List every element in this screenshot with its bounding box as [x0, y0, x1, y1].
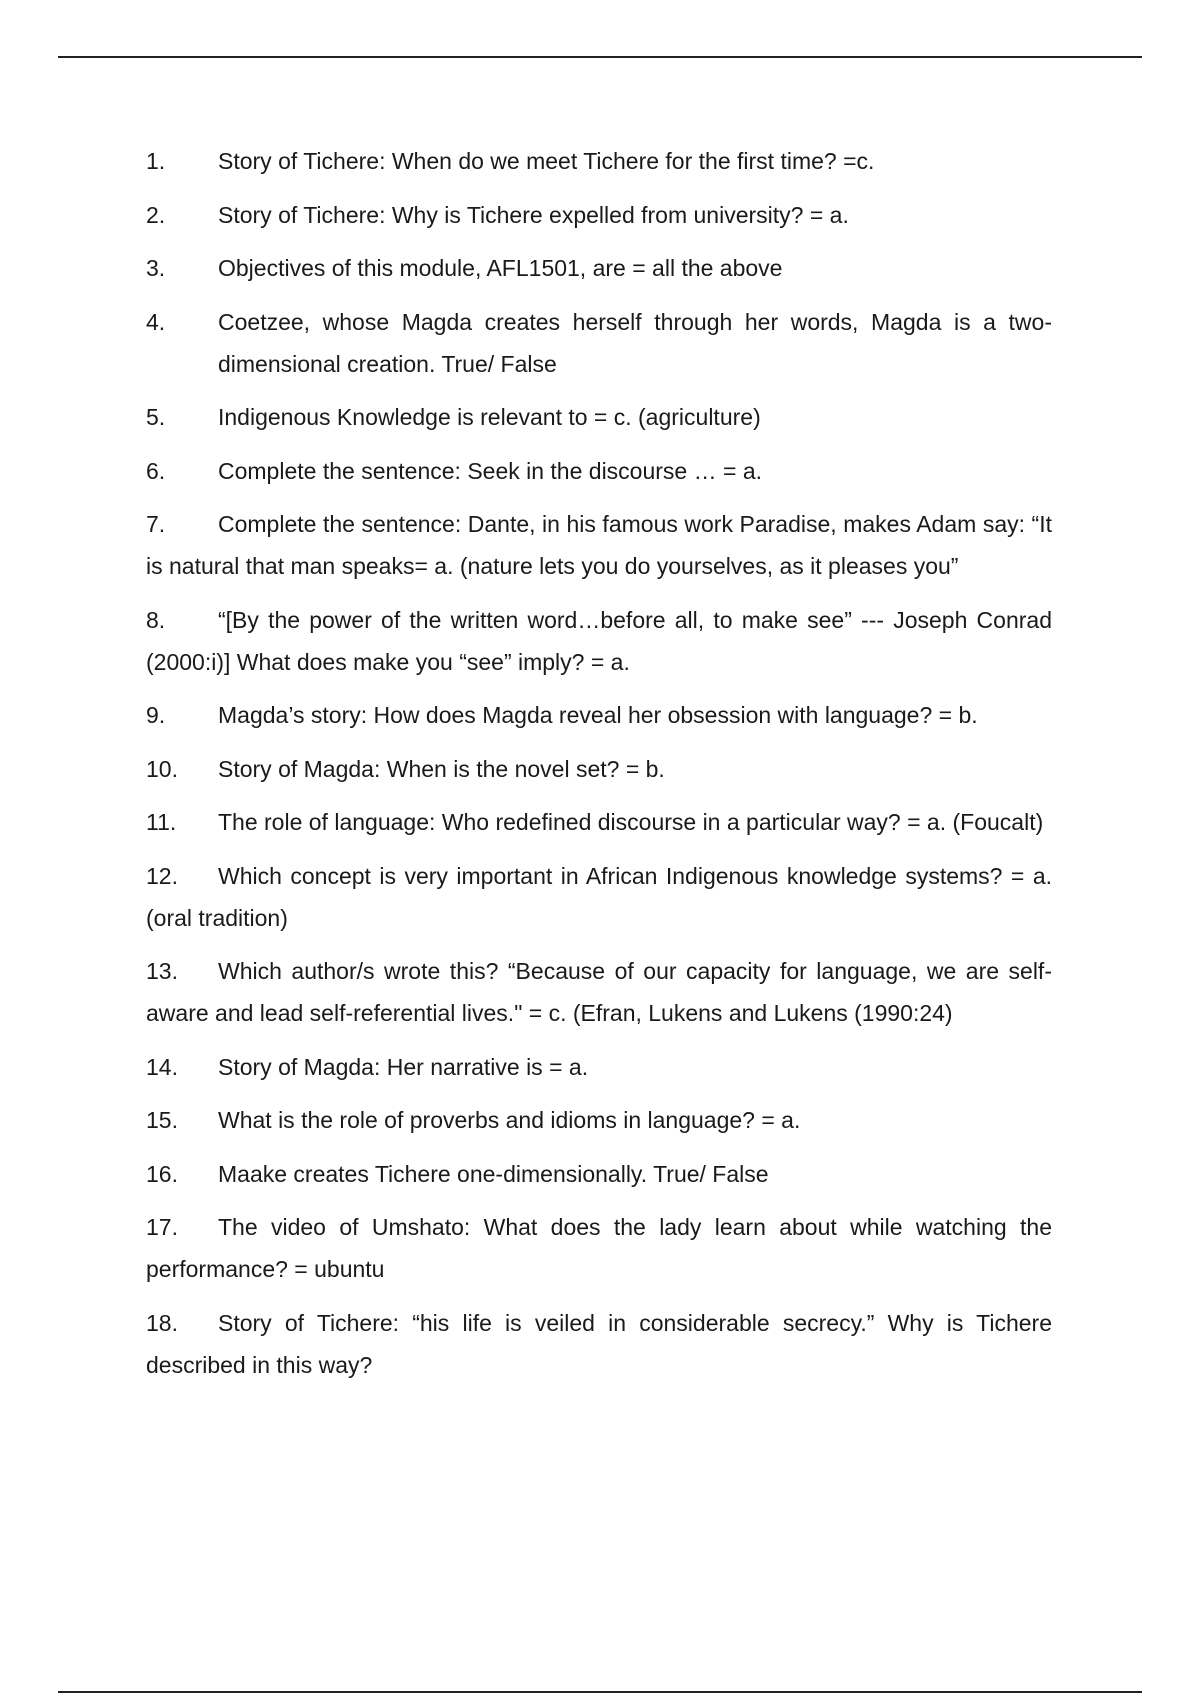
question-item — [146, 599, 1052, 683]
question-number: 7. — [146, 511, 166, 537]
question-text: Complete the sentence: Dante, in his famous work Paradise, makes Adam say: “It is natural that man speaks= a. (nature lets you do yourselves, as it pleases you” — [146, 511, 1052, 579]
question-number: 18. — [146, 1309, 178, 1336]
top-rule — [58, 56, 1142, 58]
question-item — [146, 247, 1052, 289]
question-item — [146, 1046, 1052, 1088]
question-text: “[By the power of the written word…before all, to make see” --- Joseph Conrad (2000:i)] What does make you “see” imply? = a. — [146, 606, 1052, 675]
question-text: Magda’s story: How does Magda reveal her obsession with language? = b. — [218, 702, 978, 728]
question-item — [146, 1206, 1052, 1290]
question-item — [146, 140, 1052, 182]
question-number: 6. — [146, 457, 166, 484]
question-item — [146, 855, 1052, 939]
question-text: Story of Magda: Her narrative is = a. — [218, 1053, 589, 1080]
question-text: The role of language: Who redefined discourse in a particular way? = a. (Foucalt) — [218, 809, 1044, 835]
question-number: 13. — [146, 958, 178, 984]
question-text: Which concept is very important in African Indigenous knowledge systems? = a. (oral tradition) — [146, 862, 1052, 931]
question-text: Story of Tichere: When do we meet Tichere for the first time? =c. — [218, 148, 875, 174]
question-number: 2. — [146, 201, 166, 228]
question-text: The video of Umshato: What does the lady learn about while watching the performance? = ubuntu — [146, 1214, 1052, 1282]
question-text: Coetzee, whose Magda creates herself through her words, Magda is a two-dimensional creation. True/ False — [218, 308, 1052, 377]
question-text: Story of Tichere: Why is Tichere expelled from university? = a. — [218, 201, 849, 228]
question-text: Objectives of this module, AFL1501, are = all the above — [218, 255, 783, 281]
question-number: 14. — [146, 1053, 178, 1080]
question-item — [146, 1099, 1052, 1141]
question-item — [146, 801, 1052, 843]
question-item — [146, 694, 1052, 736]
question-number: 3. — [146, 255, 166, 281]
question-number: 1. — [146, 148, 166, 174]
question-number: 15. — [146, 1107, 178, 1133]
question-item — [146, 450, 1052, 492]
bottom-rule — [58, 1691, 1142, 1693]
question-item — [146, 950, 1052, 1034]
question-text: Indigenous Knowledge is relevant to = c. (agriculture) — [218, 404, 761, 430]
question-item — [146, 503, 1052, 587]
question-number: 4. — [146, 308, 166, 335]
question-number: 11. — [146, 809, 177, 835]
question-item — [146, 301, 1052, 385]
question-text: Story of Tichere: “his life is veiled in considerable secrecy.” Why is Tichere described in this way? — [146, 1309, 1052, 1378]
question-text: What is the role of proverbs and idioms in language? = a. — [218, 1107, 801, 1133]
question-number: 5. — [146, 404, 166, 430]
question-list — [146, 140, 1052, 1397]
question-number: 10. — [146, 755, 178, 782]
question-number: 8. — [146, 606, 166, 633]
question-text: Complete the sentence: Seek in the discourse … = a. — [218, 457, 763, 484]
question-text: Which author/s wrote this? “Because of our capacity for language, we are self-aware and lead self-referential lives." = c. (Efran, Lukens and Lukens (1990:24) — [146, 958, 1052, 1026]
question-item — [146, 194, 1052, 236]
question-text: Maake creates Tichere one-dimensionally. True/ False — [218, 1160, 769, 1187]
question-item — [146, 1153, 1052, 1195]
question-item — [146, 396, 1052, 438]
question-item — [146, 1302, 1052, 1386]
question-number: 16. — [146, 1160, 178, 1187]
question-text: Story of Magda: When is the novel set? = b. — [218, 755, 665, 782]
question-number: 12. — [146, 862, 178, 889]
question-number: 9. — [146, 702, 166, 728]
question-number: 17. — [146, 1214, 178, 1240]
question-item — [146, 748, 1052, 790]
